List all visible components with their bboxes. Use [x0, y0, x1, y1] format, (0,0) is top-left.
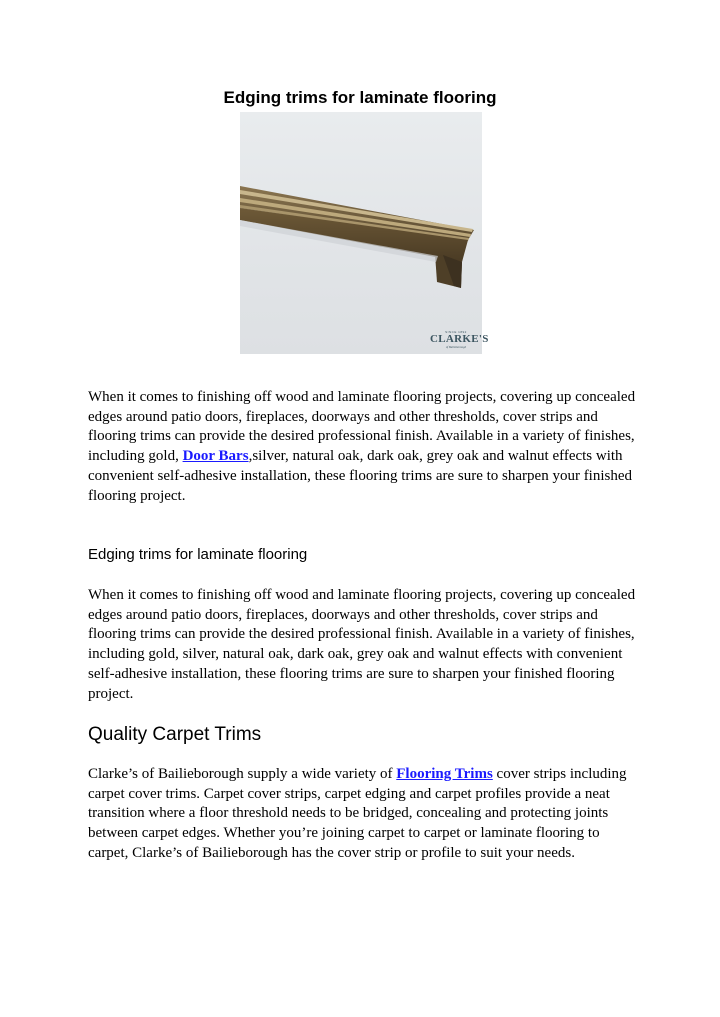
flooring-trims-link[interactable]: Flooring Trims [396, 766, 493, 782]
carpet-trims-paragraph [88, 765, 638, 864]
clarkes-logo [430, 330, 489, 352]
logo-tagline: SINCE 1892 [445, 330, 467, 334]
subheading: Edging trims for laminate flooring [88, 546, 308, 563]
intro-text-before: When it comes to finishing off wood and laminate flooring projects, covering up concealed edges around patio doors, fireplaces, doorways and other thresholds, cover strips and flooring trims can provide the desired professional finish. Available in a variety of finishes, including gold, [88, 389, 636, 465]
intro-text-after: ,silver, natural oak, dark oak, grey oak and walnut effects with convenient self-adhesive installation, these flooring trims are sure to sharpen your finished flooring project. [88, 448, 633, 504]
door-bars-link[interactable]: Door Bars [182, 448, 249, 465]
logo-subtitle: of Bailieborough [445, 345, 467, 349]
carpet-text-after: cover strips including carpet cover trims. Carpet cover strips, carpet edging and carpet profiles provide a neat transition where a floor threshold needs to be bridged, concealing and protecting joints between carpet edges. Whether you’re joining carpet to carpet or laminate flooring to carpet, Clarke’s of Bailieborough has the cover strip or profile to suit your needs. [88, 766, 627, 861]
section-heading: Quality Carpet Trims [88, 724, 262, 745]
second-paragraph: When it comes to finishing off wood and laminate flooring projects, covering up concealed edges around patio doors, fireplaces, doorways and other thresholds, cover strips and flooring trims can provide the desired professional finish. Available in a variety of finishes, including gold, silver, natural oak, dark oak, grey oak and walnut effects with convenient self-adhesive installation, these flooring trims are sure to sharpen your finished flooring project. [88, 587, 636, 702]
edging-trim-illustration [240, 112, 489, 354]
logo-name: CLARKE'S [430, 333, 489, 345]
product-image [240, 112, 489, 354]
intro-paragraph [88, 388, 638, 506]
page-title: Edging trims for laminate flooring [223, 88, 497, 107]
carpet-text-before: Clarke’s of Bailieborough supply a wide variety of [88, 766, 397, 782]
